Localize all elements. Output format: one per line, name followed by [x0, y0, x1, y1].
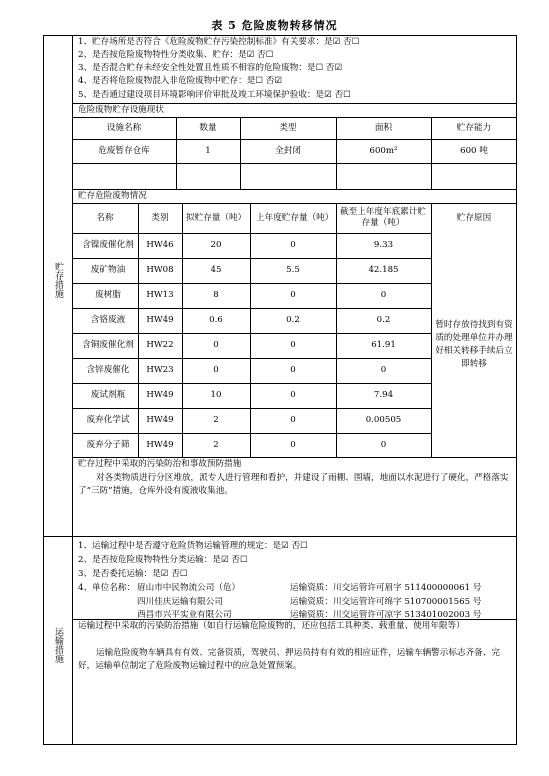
waste-last-year: 0 [290, 240, 296, 250]
waste-cumulative: 61.91 [371, 340, 396, 350]
waste-planned: 10 [210, 390, 222, 400]
rule [72, 189, 517, 190]
facility-header-count: 数量 [199, 122, 217, 133]
waste-header-category: 类别 [151, 212, 169, 223]
rule [431, 117, 432, 189]
waste-category: HW46 [146, 240, 174, 250]
rule [176, 117, 177, 189]
transport-measures-heading: 运输过程中采取的污染防治措施（如自行运输危险废物的，还应包括工具种类、载重量、使用年限等） [78, 621, 465, 631]
storage-side-label: 贮存措施 [53, 262, 63, 298]
waste-name: 含镍废催化剂 [82, 240, 134, 250]
facility-count: 1 [205, 145, 211, 156]
waste-last-year: 0 [290, 390, 296, 400]
rule [250, 203, 251, 457]
waste-category: HW49 [146, 315, 174, 325]
waste-name: 含锌废催化 [86, 365, 130, 375]
waste-cumulative: 0.00505 [365, 415, 402, 425]
facility-header-type: 类型 [279, 122, 297, 133]
waste-cumulative: 42.185 [368, 265, 399, 275]
transport-item-2: 2、是否按危险废物特性分类运输：是☑ 否☐ [78, 555, 248, 565]
rule [138, 203, 139, 457]
waste-category: HW49 [146, 440, 174, 450]
waste-name: 废树脂 [95, 290, 121, 300]
waste-cumulative: 0 [380, 290, 387, 300]
waste-category: HW22 [146, 340, 174, 350]
waste-name: 废弃化学试 [86, 415, 130, 425]
waste-last-year: 0 [290, 365, 296, 375]
page-title: 表 5 危险废物转移情况 [211, 19, 338, 32]
facility-heading: 危险废物贮存设施现状 [78, 105, 164, 115]
waste-name: 废弃分子筛 [86, 440, 130, 450]
waste-last-year: 0 [290, 340, 296, 350]
waste-last-year: 0 [290, 290, 296, 300]
storage-measures-heading: 贮存过程中采取的污染防治和事故预防措施 [78, 459, 242, 469]
rule [336, 117, 337, 189]
transport-units-label: 4、单位名称： [78, 583, 136, 593]
waste-cumulative: 0 [380, 440, 387, 450]
waste-planned: 8 [213, 290, 219, 300]
waste-cumulative: 7.94 [373, 390, 394, 400]
waste-header-name: 名称 [96, 212, 114, 223]
storage-item-1: 1、贮存场所是否符合《危险废物贮存污染控制标准》有关要求：是☑ 否☐ [78, 37, 360, 47]
waste-category: HW13 [146, 290, 174, 300]
unit-name-2: 四川佳庆运输有限公司 [137, 597, 223, 607]
rule [336, 203, 337, 457]
waste-cumulative: 9.33 [373, 240, 394, 250]
waste-last-year: 0 [290, 440, 296, 450]
rule [72, 163, 517, 164]
situation-heading: 贮存危险废物情况 [78, 191, 147, 201]
waste-category: HW49 [146, 390, 174, 400]
waste-planned: 20 [210, 240, 222, 250]
facility-header-name: 设施名称 [106, 122, 142, 133]
waste-planned: 2 [213, 440, 219, 450]
storage-item-3: 3、是否混合贮存未经安全性处置且性质不相容的危险废物：是☐ 否☑ [78, 63, 343, 73]
waste-header-last-year: 上年度贮存量（吨） [256, 212, 334, 223]
facility-area: 600m² [369, 145, 398, 156]
transport-item-3: 3、是否委托运输：是☑ 否☐ [78, 569, 188, 579]
rule [72, 457, 517, 458]
waste-planned: 0 [213, 365, 219, 375]
transport-side-label: 运输措施 [53, 627, 63, 663]
facility-name: 危废暂存仓库 [98, 145, 150, 156]
storage-item-4: 4、是否将危险废物混入非危险废物中贮存：是☐ 否☑ [78, 76, 283, 86]
facility-type: 全封闭 [275, 145, 301, 156]
facility-header-area: 面积 [374, 122, 393, 133]
unit-name-1: 眉山市中民物流公司（危） [137, 583, 241, 593]
waste-category: HW08 [146, 265, 174, 275]
waste-planned: 0.6 [209, 315, 223, 325]
waste-name: 废矿物油 [90, 265, 126, 275]
transport-measures-text: 运输危险废物车辆具有有效、完备资质，驾驶员、押运员持有有效的相应证件，运输车辆警示标志齐备、完好，运输单位制定了危险废物运输过程中的应急处置预案。 [78, 648, 500, 671]
waste-name: 含铬废液 [90, 315, 126, 325]
unit-name-3: 西昌市兴平实业有限公司 [137, 610, 232, 618]
waste-name: 含铜废催化剂 [82, 340, 134, 350]
storage-measures-text: 对各类物质进行分区堆放，派专人进行管理和看护，并建设了雨棚、围墙，地面以水泥进行了硬化，严格落实了“三防”措施，仓库外设有废液收集池。 [78, 473, 509, 496]
waste-category: HW23 [146, 365, 174, 375]
waste-header-cumulative: 截至上年度年底累计贮存量（吨） [340, 207, 426, 228]
facility-header-capacity: 贮存能力 [456, 122, 492, 133]
waste-header-reason: 贮存原因 [456, 212, 492, 223]
facility-capacity: 600 吨 [460, 145, 488, 156]
waste-name: 废试剂瓶 [90, 390, 126, 400]
waste-last-year: 5.5 [286, 265, 300, 275]
rule [72, 103, 517, 104]
waste-category: HW49 [146, 415, 174, 425]
waste-header-planned: 拟贮存量（吨） [186, 212, 247, 223]
rule [182, 203, 183, 457]
storage-item-5: 5、是否通过建设项目环境影响评价审批及竣工环境保护验收：是☑ 否☐ [78, 90, 351, 100]
unit-license-3: 运输资质：川交运管许可凉字 513401002003 号 [290, 610, 482, 618]
transport-item-1: 1、运输过程中是否遵守危险货物运输管理的规定：是☑ 否☐ [78, 541, 308, 551]
waste-planned: 2 [213, 415, 219, 425]
unit-license-1: 运输资质：川交运管许可眉字 511400000061 号 [290, 583, 482, 593]
waste-planned: 45 [210, 265, 222, 275]
storage-item-2: 2、是否按危险废物特性分类收集、贮存：是☑ 否☐ [78, 50, 274, 60]
rule [431, 203, 432, 457]
waste-planned: 0 [213, 340, 219, 350]
waste-cumulative: 0.2 [376, 315, 391, 325]
waste-cumulative: 0 [380, 365, 387, 375]
waste-reason: 暂时存放待找到有资质的处理单位并办理好相关转移手续后立即转移 [435, 320, 513, 369]
rule [240, 117, 241, 189]
unit-license-2: 运输资质：川交运管许可绵字 510700001565 号 [290, 597, 482, 607]
waste-last-year: 0 [290, 415, 296, 425]
waste-last-year: 0.2 [286, 315, 300, 325]
section-divider [43, 536, 517, 537]
